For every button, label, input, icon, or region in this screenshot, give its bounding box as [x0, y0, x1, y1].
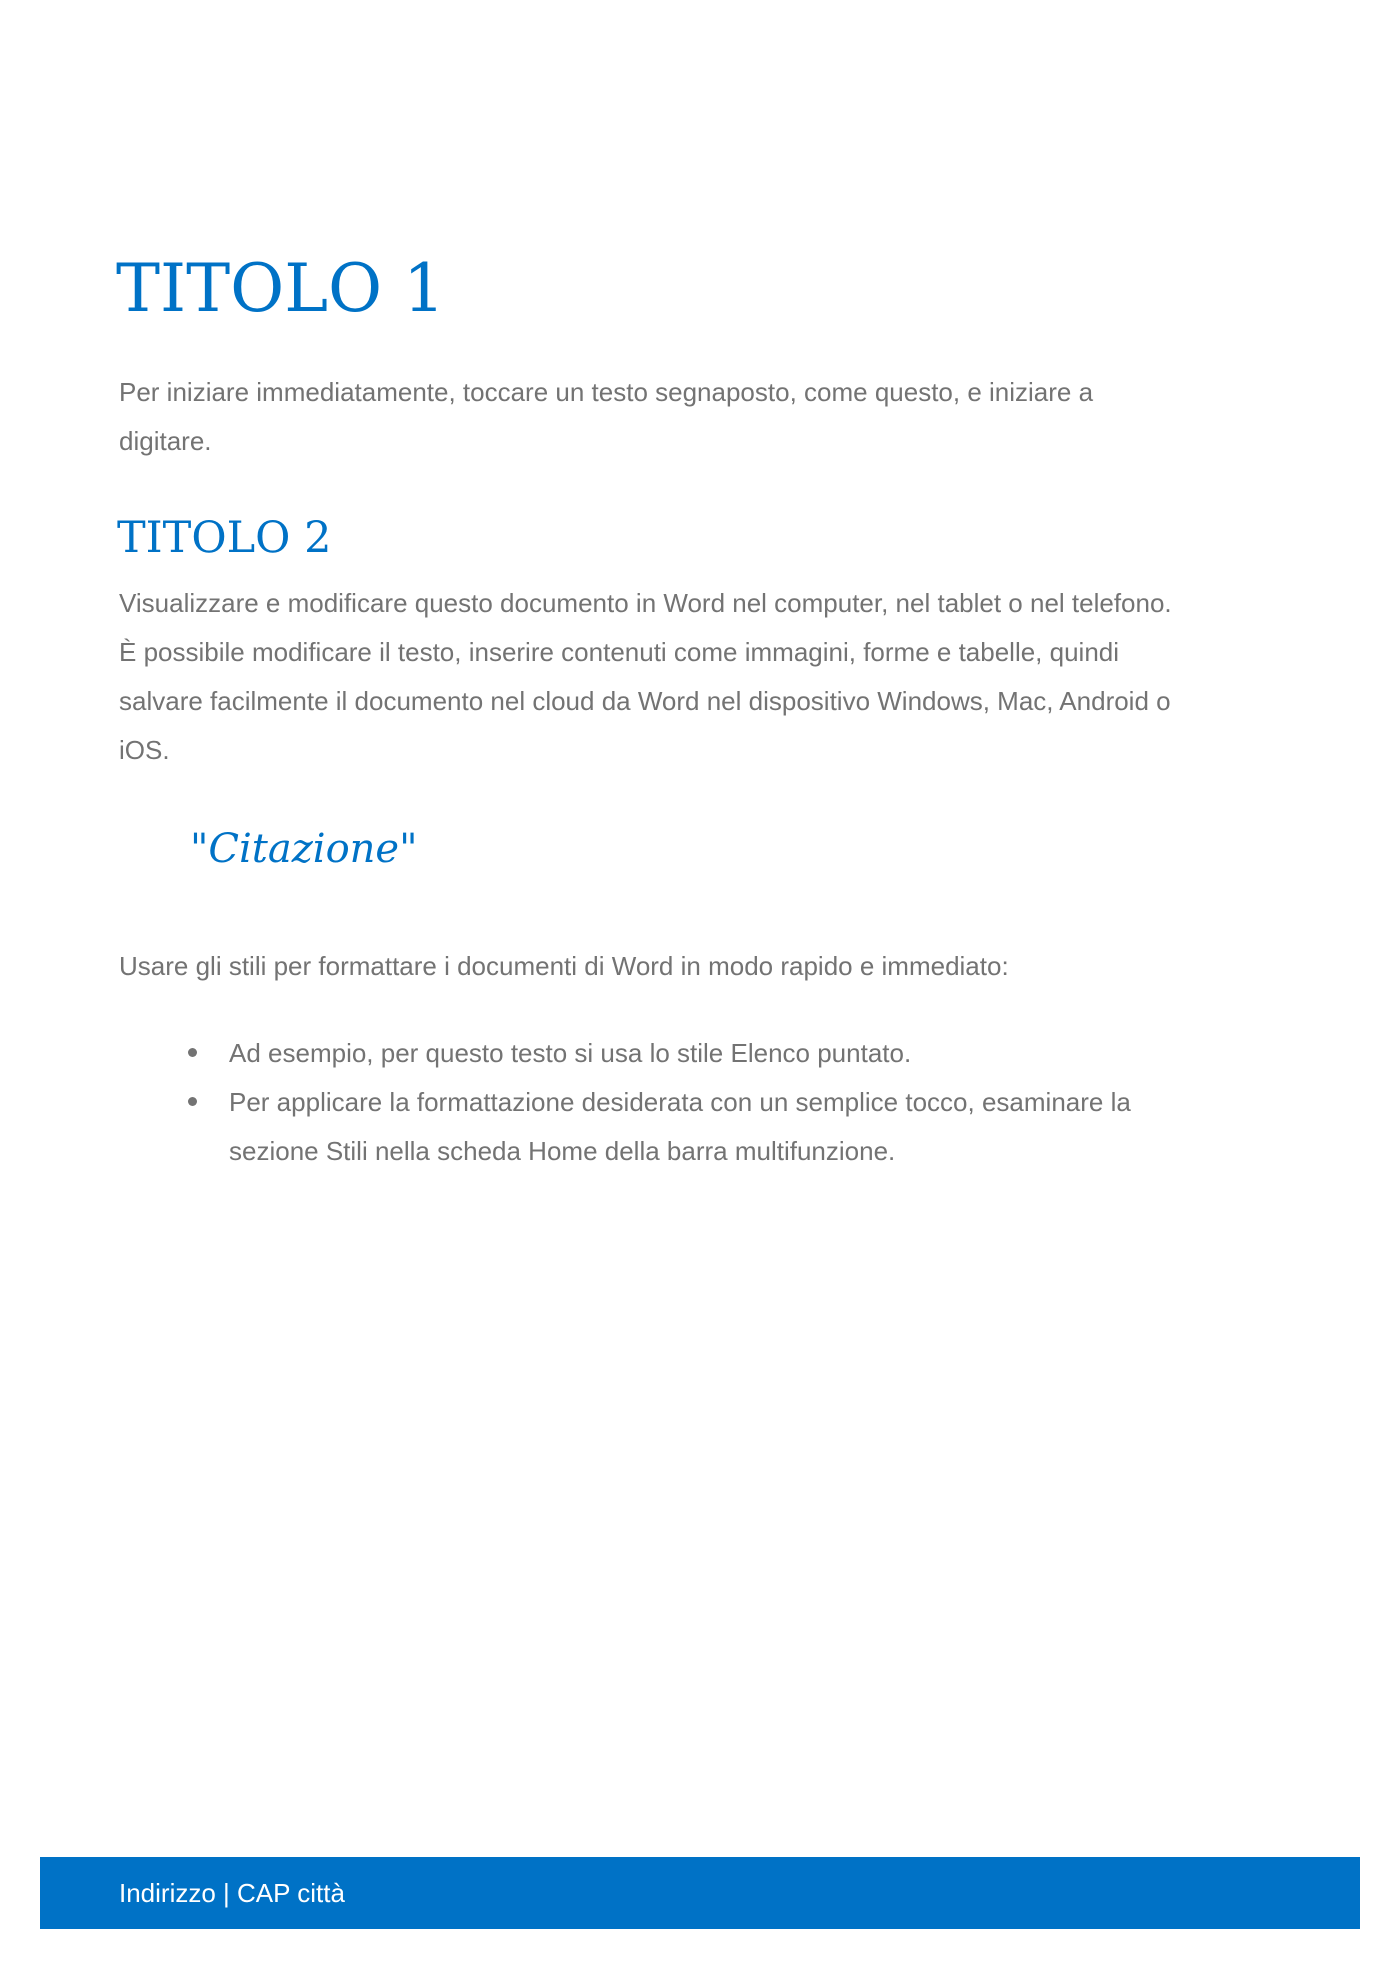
list-item[interactable] — [119, 1078, 1131, 1176]
paragraph-line: iOS. — [119, 735, 170, 765]
list-item-line: Ad esempio, per questo testo si usa lo stile Elenco puntato. — [229, 1038, 912, 1068]
paragraph-line: digitare. — [119, 426, 212, 456]
footer-bar — [40, 1857, 1360, 1929]
body-paragraph[interactable] — [119, 579, 1172, 775]
list-item-line: sezione Stili nella scheda Home della barra multifunzione. — [229, 1136, 896, 1166]
heading-1[interactable]: TITOLO 1 — [116, 250, 446, 327]
bullet-list — [119, 1029, 1131, 1176]
bullet-icon — [188, 1048, 197, 1057]
intro-paragraph[interactable] — [119, 368, 1093, 466]
paragraph-line: Usare gli stili per formattare i documenti di Word in modo rapido e immediato: — [119, 951, 1009, 981]
paragraph-line: Per iniziare immediatamente, toccare un testo segnaposto, come questo, e iniziare a — [119, 377, 1094, 407]
styles-intro-paragraph[interactable] — [119, 942, 1009, 991]
heading-2[interactable]: TITOLO 2 — [117, 513, 332, 563]
list-item-line: Per applicare la formattazione desiderata con un semplice tocco, esaminare la — [229, 1087, 1131, 1117]
quote[interactable]: "Citazione" — [190, 826, 418, 872]
list-item[interactable] — [119, 1029, 1131, 1078]
paragraph-line: È possibile modificare il testo, inserire contenuti come immagini, forme e tabelle, quindi — [119, 637, 1120, 667]
paragraph-line: salvare facilmente il documento nel cloud da Word nel dispositivo Windows, Mac, Android o — [119, 686, 1171, 716]
paragraph-line: Visualizzare e modificare questo documento in Word nel computer, nel tablet o nel telefono. — [119, 588, 1172, 618]
footer-address[interactable]: Indirizzo | CAP città — [119, 1878, 345, 1908]
bullet-icon — [188, 1097, 197, 1106]
